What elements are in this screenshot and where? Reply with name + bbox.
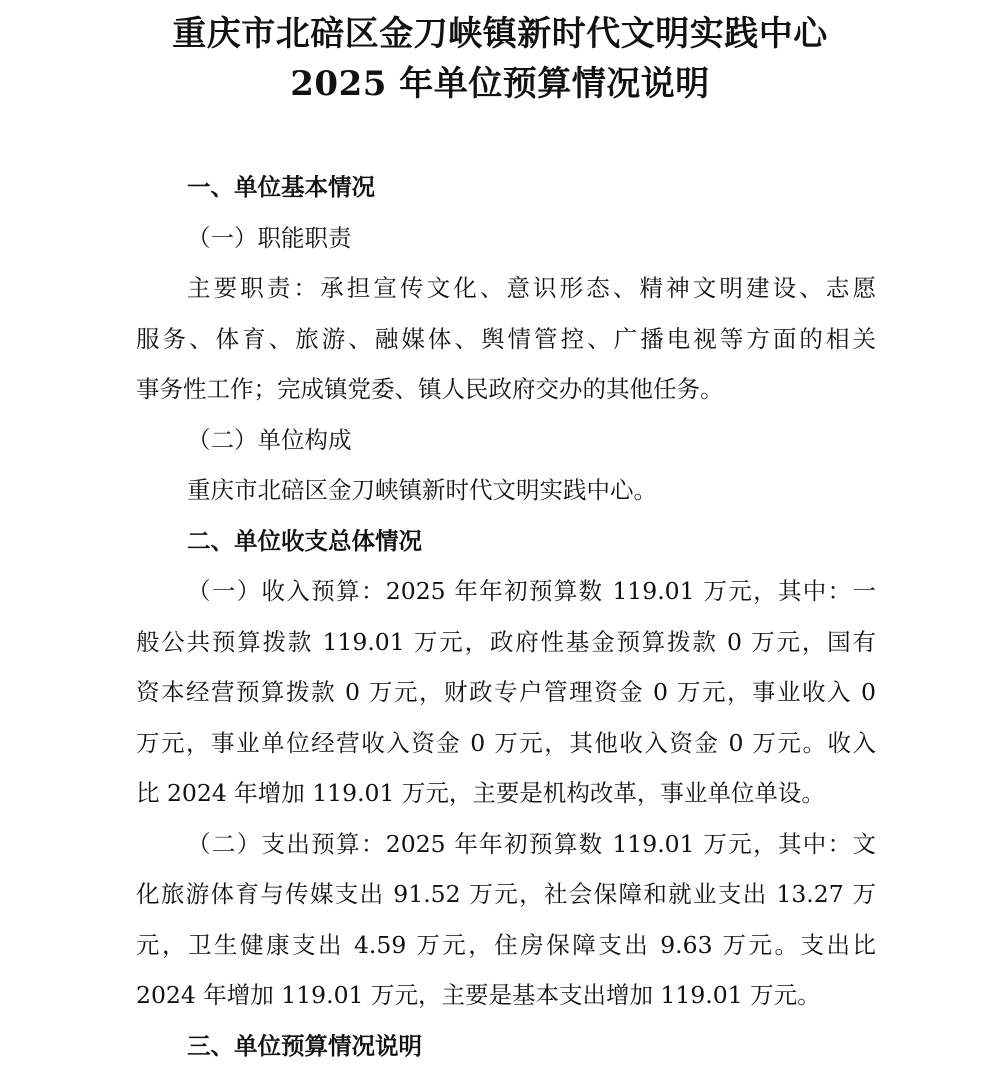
document-title-line-2: 2025 年单位预算情况说明 bbox=[290, 64, 710, 104]
expense-paragraph-line: 化旅游体育与传媒支出 91.52 万元，社会保障和就业支出 13.27 万 bbox=[136, 880, 876, 908]
expense-paragraph-line: 2024 年增加 119.01 万元，主要是基本支出增加 119.01 万元。 bbox=[136, 981, 821, 1009]
section-3-heading: 三、单位预算情况说明 bbox=[187, 1032, 422, 1060]
duties-paragraph-line: 主要职责：承担宣传文化、意识形态、精神文明建设、志愿 bbox=[187, 274, 876, 302]
document-title-line-1: 重庆市北碚区金刀峡镇新时代文明实践中心 bbox=[172, 14, 828, 54]
income-paragraph-line: （一）收入预算：2025 年年初预算数 119.01 万元，其中：一 bbox=[187, 577, 876, 605]
income-paragraph-line: 比 2024 年增加 119.01 万元，主要是机构改革，事业单位单设。 bbox=[136, 779, 825, 807]
composition-text: 重庆市北碚区金刀峡镇新时代文明实践中心。 bbox=[187, 476, 657, 504]
section-2-heading: 二、单位收支总体情况 bbox=[187, 527, 422, 555]
expense-paragraph-line: 元，卫生健康支出 4.59 万元，住房保障支出 9.63 万元。支出比 bbox=[136, 931, 876, 959]
expense-paragraph-line: （二）支出预算：2025 年年初预算数 119.01 万元，其中：文 bbox=[187, 830, 876, 858]
section-1-heading: 一、单位基本情况 bbox=[187, 173, 375, 201]
duties-paragraph-line: 事务性工作；完成镇党委、镇人民政府交办的其他任务。 bbox=[136, 375, 724, 403]
income-paragraph-line: 万元，事业单位经营收入资金 0 万元，其他收入资金 0 万元。收入 bbox=[136, 729, 876, 757]
income-paragraph-line: 般公共预算拨款 119.01 万元，政府性基金预算拨款 0 万元，国有 bbox=[136, 628, 876, 656]
duties-paragraph-line: 服务、体育、旅游、融媒体、舆情管控、广播电视等方面的相关 bbox=[136, 325, 876, 353]
income-paragraph-line: 资本经营预算拨款 0 万元，财政专户管理资金 0 万元，事业收入 0 bbox=[136, 678, 876, 706]
subsection-duties-heading: （一）职能职责 bbox=[187, 224, 352, 252]
subsection-composition-heading: （二）单位构成 bbox=[187, 426, 352, 454]
